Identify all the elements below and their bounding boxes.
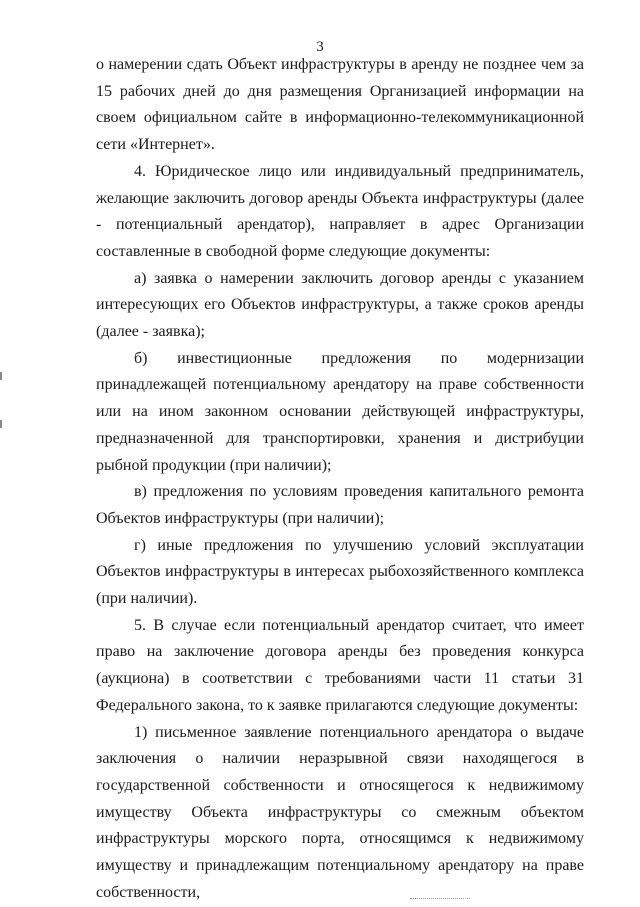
paragraph-item-5: 5. В случае если потенциальный арендатор считает, что имеет право на заключение договора аренды без проведения конкурса (аукциона) в соответствии с требованиями части 11 статьи 31 Федерального закона, то к заявке прилагаются следующие документы: <box>96 616 584 714</box>
paragraph-subitem-g: г) иные предложения по улучшению условий эксплуатации Объектов инфраструктуры в интересах рыбохозяйственного комплекса (при наличии). <box>96 536 584 608</box>
paragraph-subitem-v: в) предложения по условиям проведения капитального ремонта Объектов инфраструктуры (при наличии); <box>96 483 584 527</box>
document-body <box>96 52 584 907</box>
paragraph-subitem-a: а) заявка о намерении заключить договор аренды с указанием интересующих его Объектов инфраструктуры, а также сроков аренды (далее - заявка); <box>96 269 584 341</box>
paragraph-subitem-b: б) инвестиционные предложения по модернизации принадлежащей потенциальному арендатору на праве собственности или на ином законном основании действующей инфраструктуры, предназначенной для транспортировки, хранения и дистрибуции рыбной продукции (при наличии); <box>96 349 584 474</box>
scan-edge-mark <box>0 420 2 428</box>
paragraph-item-4: 4. Юридическое лицо или индивидуальный предприниматель, желающие заключить договор аренды Объекта инфраструктуры (далее - потенциальный арендатор), направляет в адрес Организации составленные в свободной форме следующие документы: <box>96 162 584 260</box>
page-number: 3 <box>316 39 324 55</box>
paragraph-continuation: о намерении сдать Объект инфраструктуры в аренду не позднее чем за 15 рабочих дней до дня размещения Организацией информации на своем официальном сайте в информационно-телекоммуникационной сети «Интернет». <box>96 56 584 154</box>
scan-artifact <box>410 896 470 899</box>
paragraph-subitem-1: 1) письменное заявление потенциального арендатора о выдаче заключения о наличии неразрывной связи находящегося в государственной собственности и относящегося к недвижимому имуществу Объекта инфраструктуры со смежным объектом инфраструктуры морского порта, относящимся к недвижимому имуществу и принадлежащим потенциальному арендатору на праве собственности, <box>96 723 584 901</box>
scan-edge-mark <box>0 372 2 380</box>
